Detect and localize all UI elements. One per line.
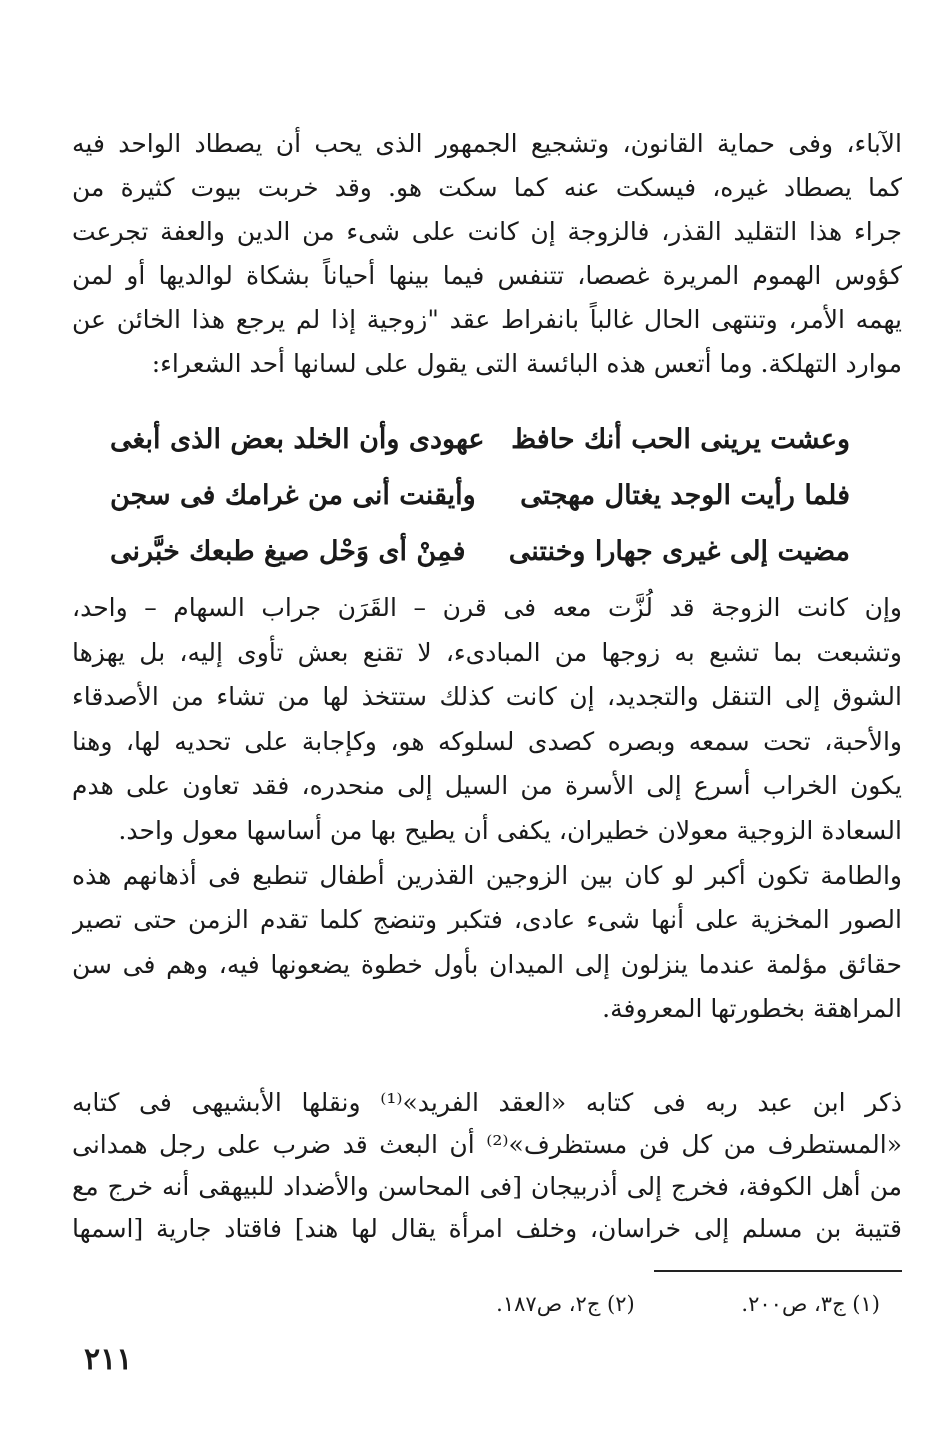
paragraph-1 — [72, 122, 902, 386]
footnote-2: (٢) ج٢، ص١٨٧. — [496, 1292, 635, 1316]
verse-second-hemistich: فمِنْ أى وَحْل صيغ طبعك خبَّرنى — [110, 536, 466, 567]
poem — [110, 412, 850, 580]
text-line: «المستطرف من كل فن مستظرف»⁽²⁾ أن البعث قد ضرب على رجل همدانى — [72, 1130, 902, 1159]
text-line: الشوق إلى التنقل والتجديد، إن كانت كذلك ستتخذ لها من تشاء من الأصدقاء — [72, 682, 902, 712]
verse-second-hemistich: عهودى وأن الخلد بعض الذى أبغى — [110, 424, 485, 455]
text-line: والطامة تكون أكبر لو كان بين الزوجين القذرين أطفال تنطبع فى أذهانهم هذه — [72, 860, 902, 890]
text-line: يهمه الأمر، وتنتهى الحال غالباً بانفراط عقد "زوجية إذا لم يرجع هذا الخائن عن — [72, 305, 902, 334]
text-line: والأحبة، تحت سمعه وبصره كصدى لسلوكه هو، وكإجابة على تحديه لها، وهنا — [72, 726, 902, 756]
text-line: وتشبعت بما تشبع به زوجها من المبادىء، لا تقنع بعش تأوى إليه، بل يهزها — [72, 637, 902, 667]
paragraph-2 — [72, 586, 902, 1032]
footnotes — [280, 1284, 880, 1324]
poem-verse — [110, 468, 850, 524]
paragraph-3 — [72, 1082, 902, 1250]
text-line: من أهل الكوفة، فخرج إلى أذربيجان [فى المحاسن والأضداد للبيهقى أنه خرج مع — [72, 1172, 902, 1201]
verse-first-hemistich: فلما رأيت الوجد يغتال مهجتى — [520, 480, 850, 511]
footnote-separator — [654, 1270, 902, 1272]
text-line: قتيبة بن مسلم إلى خراسان، وخلف امرأة يقال لها هند] فاقتاد جارية [اسمها — [72, 1214, 902, 1243]
text-line: ذكر ابن عبد ربه فى كتابه «العقد الفريد»⁽¹⁾ ونقلها الأبشيهى فى كتابه — [72, 1088, 902, 1117]
verse-first-hemistich: مضيت إلى غيرى جهارا وخنتنى — [508, 536, 850, 567]
text-line: حقائق مؤلمة عندما ينزلون إلى الميدان بأول خطوة يضعونها فيه، وهم فى سن — [72, 949, 902, 979]
text-line: المراهقة بخطورتها المعروفة. — [602, 994, 902, 1024]
verse-first-hemistich: وعشت يرينى الحب أنك حافظ — [511, 424, 850, 455]
text-line: كؤوس الهموم المريرة غصصا، تتنفس فيما بينها أحياناً بشكاة لوالديها أو لمن — [72, 261, 902, 290]
text-line: جراء هذا التقليد القذر، فالزوجة إن كانت على شىء من الدين والعفة تجرعت — [72, 217, 902, 246]
text-line: موارد التهلكة. وما أتعس هذه البائسة التى يقول على لسانها أحد الشعراء: — [151, 349, 902, 378]
page-number: ٢١١ — [84, 1342, 133, 1377]
footnote-1: (١) ج٣، ص٢٠٠. — [741, 1292, 880, 1316]
verse-second-hemistich: وأيقنت أنى من غرامك فى سجن — [110, 480, 476, 511]
text-line: كما يصطاد غيره، فيسكت عنه كما سكت هو. وقد خربت بيوت كثيرة من — [72, 173, 902, 202]
poem-verse — [110, 524, 850, 580]
text-line: الصور المخزية على أنها شىء عادى، فتكبر وتنضج كلما تقدم الزمن حتى تصير — [72, 905, 902, 935]
text-line: الآباء، وفى حماية القانون، وتشجيع الجمهور الذى يحب أن يصطاد الواحد فيه — [72, 129, 902, 158]
text-line: يكون الخراب أسرع إلى الأسرة من السيل إلى منحدره، فقد تعاون على هدم — [72, 771, 902, 801]
text-line: السعادة الزوجية معولان خطيران، يكفى أن يطيح بها من أساسها معول واحد. — [118, 815, 902, 845]
poem-verse — [110, 412, 850, 468]
text-line: وإن كانت الزوجة قد لُزَّت معه فى قرن – القَرَن جراب السهام – واحد، — [72, 593, 902, 622]
